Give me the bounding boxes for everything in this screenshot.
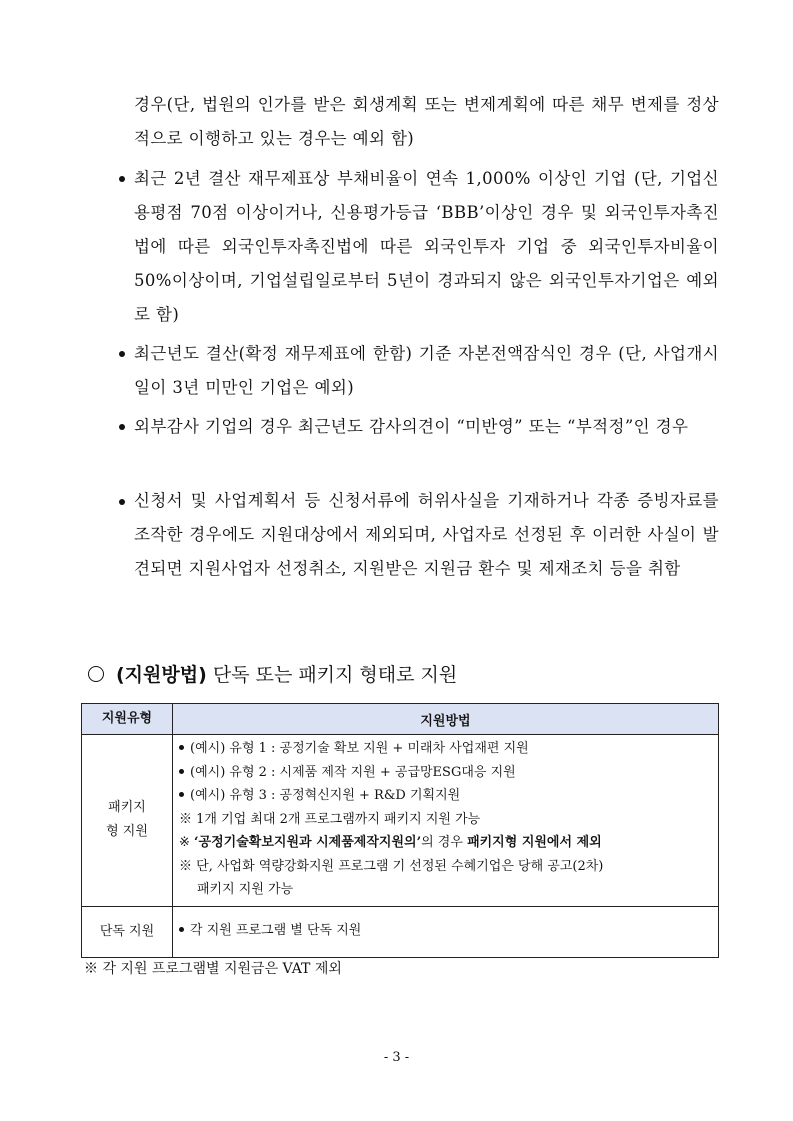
- bullet-icon: [119, 351, 125, 357]
- support-method-table: [81, 703, 719, 958]
- bullet-icon: [179, 745, 184, 750]
- circle-icon: [88, 666, 104, 682]
- list-item: (예시) 유형 1 : 공정기술 확보 지원 + 미래차 사업재편 지원: [179, 737, 712, 761]
- page-number: - 3 -: [383, 1050, 410, 1065]
- bullet-icon: [179, 927, 184, 932]
- exception-note: ※ 단, 사업화 역량강화지원 프로그램 기 선정된 수혜기업은 당해 공고(2차): [179, 858, 604, 874]
- bullet-audit-opinion: 외부감사 기업의 경우 최근년도 감사의견이 “미반영” 또는 “부적정”인 경우: [134, 417, 689, 436]
- section-title-rest: 단독 또는 패키지 형태로 지원: [206, 664, 458, 686]
- list-item: ※ 1개 기업 최대 2개 프로그램까지 패키지 지원 가능: [179, 811, 481, 827]
- bullet-icon: [179, 792, 184, 797]
- section-heading: [88, 660, 457, 687]
- exclusion-note: ※ ‘공정기술확보지원과 시제품제작지원의’의 경우 패키지형 지원에서 제외: [179, 835, 602, 850]
- list-item: (예시) 유형 3 : 공정혁신지원 + R&D 기획지원: [179, 784, 712, 808]
- row-type-package: 패키지형 지원: [82, 735, 173, 907]
- bullet-debt-ratio: 최근 2년 결산 재무제표상 부채비율이 연속 1,000% 이상인 기업 (단, 기업신용평점 70점 이상이거나, 신용평가등급 ‘BBB’이상인 경우 및 외국인투자촉진법에 따른 외국인투자촉진법에 따른 외국인투자 기업 중 외국인투자비율이 50%이상이며, 기업설립일로부터 5년이 경과되지 않은 외국인투자기업은 예외로 함): [134, 169, 719, 324]
- bullet-false-documents: 신청서 및 사업계획서 등 신청서류에 허위사실을 기재하거나 각종 증빙자료를 조작한 경우에도 지원대상에서 제외되며, 사업자로 선정된 후 이러한 사실이 발견되면 지원사업자 선정취소, 지원받은 지원금 환수 및 제재조치 등을 취함: [134, 491, 719, 578]
- bullet-capital-impairment: 최근년도 결산(확정 재무제표에 한함) 기준 자본전액잠식인 경우 (단, 사업개시일이 3년 미만인 기업은 예외): [134, 344, 719, 397]
- vat-note: ※ 각 지원 프로그램별 지원금은 VAT 제외: [84, 961, 342, 977]
- exception-note-cont: 패키지 지원 가능: [197, 882, 294, 897]
- table-header-row: [82, 704, 719, 735]
- bullet-icon: [119, 176, 125, 182]
- bullet-icon: [179, 769, 184, 774]
- paragraph-continued: 경우(단, 법원의 인가를 받은 회생계획 또는 변제계획에 따른 채무 변제를 정상적으로 이행하고 있는 경우는 예외 함): [134, 95, 719, 148]
- row-type-single: 단독 지원: [82, 906, 173, 957]
- table-row: [82, 735, 719, 907]
- header-support-method: 지원방법: [173, 704, 719, 735]
- bullet-icon: [119, 499, 125, 505]
- table-row: [82, 906, 719, 957]
- section-title-bold: (지원방법): [116, 664, 207, 686]
- header-support-type: 지원유형: [82, 704, 173, 735]
- row-method-package: [173, 735, 719, 907]
- bullet-icon: [119, 424, 125, 430]
- list-item: (예시) 유형 2 : 시제품 제작 지원 + 공급망ESG대응 지원: [179, 761, 712, 785]
- list-item: 각 지원 프로그램 별 단독 지원: [179, 919, 712, 943]
- row-method-single: [173, 906, 719, 957]
